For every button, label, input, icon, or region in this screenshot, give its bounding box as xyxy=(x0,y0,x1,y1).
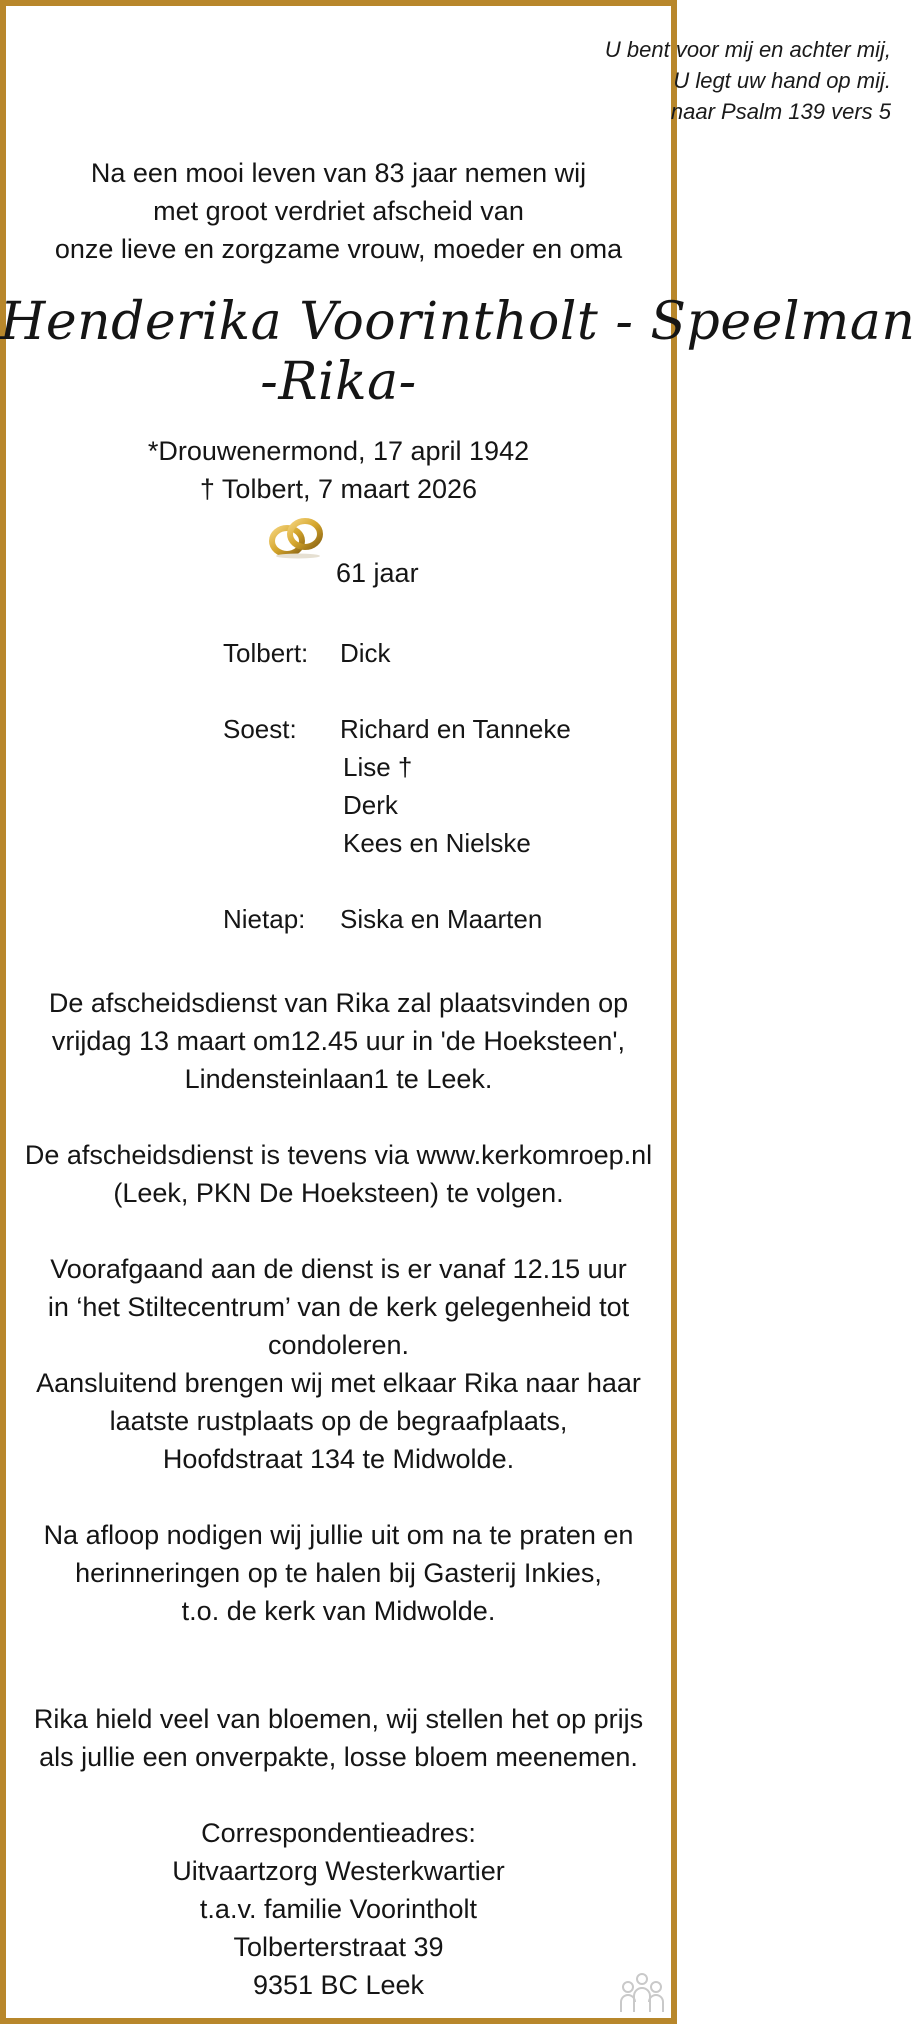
stream-line-2: (Leek, PKN De Hoeksteen) te volgen. xyxy=(113,1178,564,1208)
flowers-line-2: als jullie een onverpakte, losse bloem meenemen. xyxy=(39,1742,638,1772)
address-line: Tolberterstraat 39 xyxy=(233,1932,444,1962)
condolence-line-4: Aansluitend brengen wij met elkaar Rika naar haar xyxy=(36,1368,641,1398)
family-name: Siska en Maarten xyxy=(340,904,543,934)
family-name: Derk xyxy=(343,790,398,820)
service-line-2: vrijdag 13 maart om12.45 uur in 'de Hoeksteen', xyxy=(51,1026,626,1056)
family-name: Kees en Nielske xyxy=(343,828,531,858)
family-place-nietap: Nietap: xyxy=(223,904,306,934)
service-line-3: Lindensteinlaan1 te Leek. xyxy=(184,1064,493,1094)
motto-reference: naar Psalm 139 vers 5 xyxy=(670,99,891,124)
family-name: Richard en Tanneke xyxy=(340,714,571,744)
condolence-line-2: in ‘het Stiltecentrum’ van de kerk gelegenheid tot xyxy=(47,1292,630,1322)
stream-line-1: De afscheidsdienst is tevens via www.kerkomroep.nl xyxy=(24,1140,653,1170)
flowers-line-1: Rika hield veel van bloemen, wij stellen het op prijs xyxy=(33,1704,644,1734)
address-line: 9351 BC Leek xyxy=(252,1970,425,2000)
deceased-name: Henderika Voorintholt - Speelman xyxy=(0,292,915,352)
family-name: Dick xyxy=(340,638,391,668)
family-name: Lise † xyxy=(343,752,413,782)
intro-line-3: onze lieve en zorgzame vrouw, moeder en oma xyxy=(54,234,623,264)
family-place-tolbert: Tolbert: xyxy=(223,638,309,668)
after-line-2: herinneringen op te halen bij Gasterij Inkies, xyxy=(75,1558,602,1588)
address-line: t.a.v. familie Voorintholt xyxy=(199,1894,478,1924)
service-line-1: De afscheidsdienst van Rika zal plaatsvinden op xyxy=(48,988,629,1018)
condolence-line-3: condoleren. xyxy=(267,1330,410,1360)
after-line-3: t.o. de kerk van Midwolde. xyxy=(181,1596,496,1626)
wedding-rings-icon xyxy=(265,514,329,560)
condolence-line-6: Hoofdstraat 134 te Midwolde. xyxy=(162,1444,515,1474)
condolence-line-5: laatste rustplaats op de begraafplaats, xyxy=(109,1406,568,1436)
death-line: † Tolbert, 7 maart 2026 xyxy=(199,474,478,504)
family-place-soest: Soest: xyxy=(223,714,297,744)
marriage-years: 61 jaar xyxy=(336,558,419,588)
address-line: Uitvaartzorg Westerkwartier xyxy=(172,1856,505,1886)
motto-line-1: U bent voor mij en achter mij, xyxy=(604,37,891,62)
condolence-line-1: Voorafgaand aan de dienst is er vanaf 12.15 uur xyxy=(50,1254,627,1284)
motto-line-2: U legt uw hand op mij. xyxy=(673,68,891,93)
deceased-nickname: -Rika- xyxy=(260,352,417,412)
intro-line-1: Na een mooi leven van 83 jaar nemen wij xyxy=(90,158,587,188)
address-heading: Correspondentieadres: xyxy=(201,1818,476,1848)
people-group-icon xyxy=(618,1972,666,2016)
after-line-1: Na afloop nodigen wij jullie uit om na te praten en xyxy=(43,1520,634,1550)
birth-line: *Drouwenermond, 17 april 1942 xyxy=(147,436,530,466)
intro-line-2: met groot verdriet afscheid van xyxy=(153,196,524,226)
